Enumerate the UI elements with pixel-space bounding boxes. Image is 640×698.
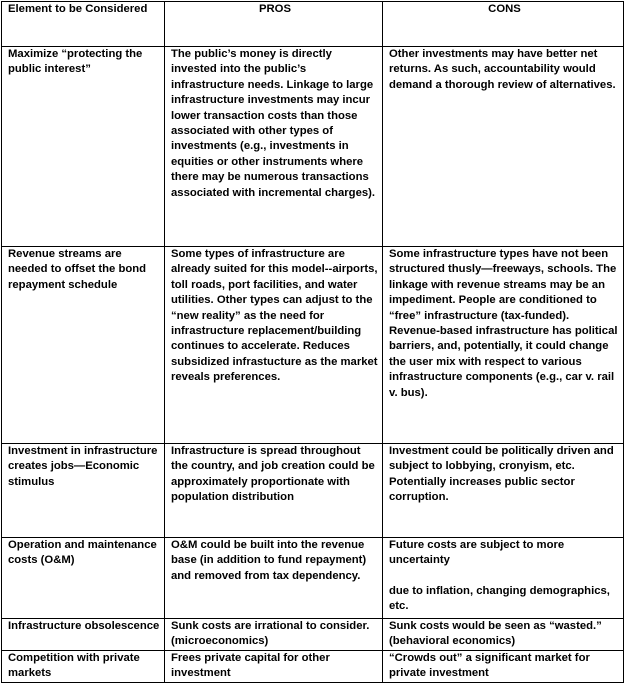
pros-cell: Frees private capital for other investment bbox=[165, 651, 383, 683]
element-cell: Competition with private markets bbox=[2, 651, 165, 683]
cons-cell bbox=[383, 538, 624, 619]
element-cell: Infrastructure obsolescence bbox=[2, 619, 165, 651]
cons-cell: “Crowds out” a significant market for private investment bbox=[383, 651, 624, 683]
element-cell: Revenue streams are needed to offset the bond repayment schedule bbox=[2, 247, 165, 444]
table-row bbox=[2, 538, 624, 619]
table-row bbox=[2, 47, 624, 247]
element-cell: Maximize “protecting the public interest” bbox=[2, 47, 165, 247]
paragraph-gap bbox=[389, 569, 620, 584]
header-cons: CONS bbox=[383, 2, 624, 47]
cons-line: Future costs are subject to more uncertainty bbox=[389, 539, 565, 567]
table-row bbox=[2, 651, 624, 683]
cons-cell: Some infrastructure types have not been structured thusly—freeways, schools. The linkage with revenue streams may be an impediment. People are conditioned to “free” infrastructure (tax-funded). Revenue-based infrastructure has political barriers, and, potentially, it could change the user mix with respect to various infrastructure components (e.g., car v. rail v. bus). bbox=[383, 247, 624, 444]
header-row bbox=[2, 2, 624, 47]
cons-cell: Other investments may have better net returns. As such, accountability would demand a thorough review of alternatives. bbox=[383, 47, 624, 247]
table-row bbox=[2, 619, 624, 651]
pros-cell: Some types of infrastructure are already suited for this model--airports, toll roads, port facilities, and water utilities. Other types can adjust to the “new reality” as the need for infrastructure replacement/building continues to accelerate. Reduces subsidized infrastucture as the market reveals preferences. bbox=[165, 247, 383, 444]
pros-cell: Sunk costs are irrational to consider. (microeconomics) bbox=[165, 619, 383, 651]
table-row bbox=[2, 444, 624, 538]
cons-cell: Sunk costs would be seen as “wasted.” (behavioral economics) bbox=[383, 619, 624, 651]
element-cell: Operation and maintenance costs (O&M) bbox=[2, 538, 165, 619]
element-cell: Investment in infrastructure creates jobs—Economic stimulus bbox=[2, 444, 165, 538]
header-element: Element to be Considered bbox=[2, 2, 165, 47]
header-pros: PROS bbox=[165, 2, 383, 47]
cons-cell: Investment could be politically driven and subject to lobbying, cronyism, etc. Potentially increases public sector corruption. bbox=[383, 444, 624, 538]
pros-cell: Infrastructure is spread throughout the country, and job creation could be approximately proportionate with population distribution bbox=[165, 444, 383, 538]
pros-cons-table bbox=[1, 1, 624, 683]
cons-line: due to inflation, changing demographics, etc. bbox=[389, 584, 610, 613]
table-row bbox=[2, 247, 624, 444]
pros-cell: O&M could be built into the revenue base (in addition to fund repayment) and removed from tax dependency. bbox=[165, 538, 383, 619]
pros-cell: The public’s money is directly invested into the public’s infrastructure needs. Linkage to large infrastructure investments may incur lower transaction costs than those associated with other types of investments (e.g., investments in equities or other instruments where there may be numerous transactions associated with incremental charges). bbox=[165, 47, 383, 247]
